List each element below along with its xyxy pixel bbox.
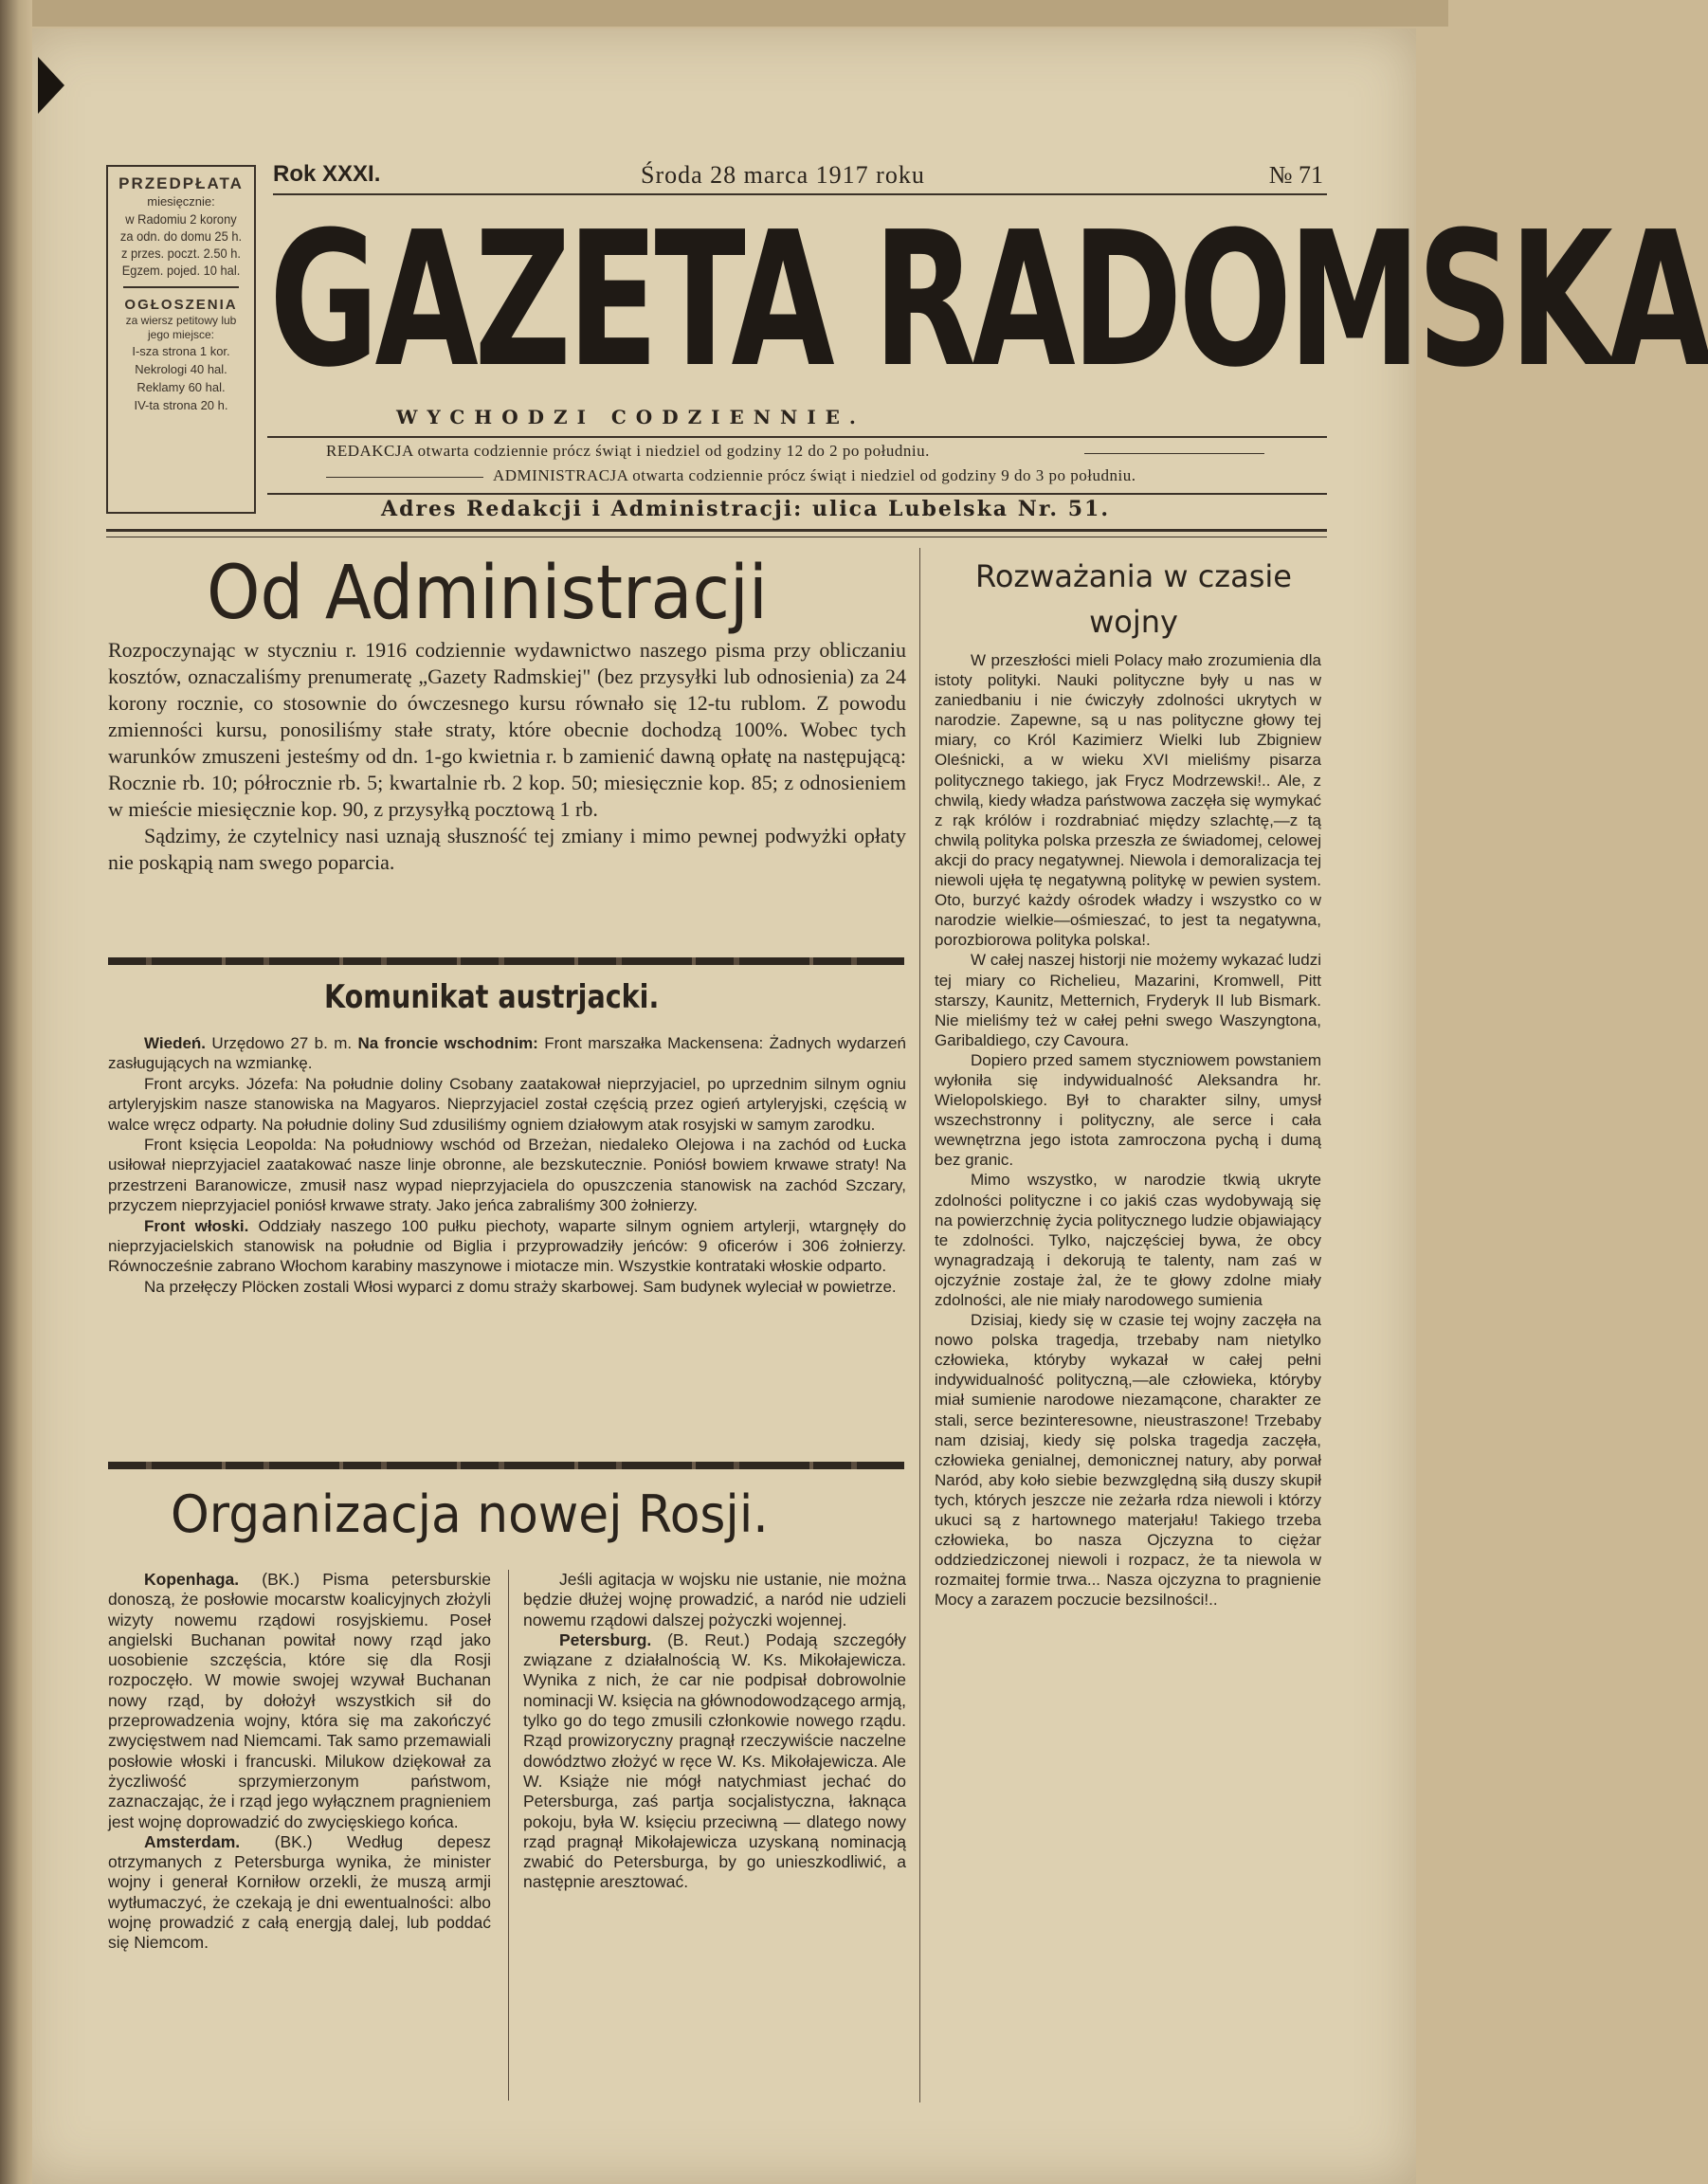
article-paragraph: Front księcia Leopolda: Na południowy wschód od Brzeżan, niedaleko Olejowa i na zachód od Łucka usiłował nieprzyjaciel zaatakować nasze linje obronne, ale bezskutecznie. Poniósł bowiem krwawe straty! Na przestrzeni Baranowicze, zmusił nasz wypad nieprzyjaciela do opuszczenia stanowisk na zachód Szczary, przyczem nieprzyjaciel poniósł krwawe straty. Jako jeńca zabraliśmy 300 żołnierzy. bbox=[108, 1136, 906, 1215]
price-line: z przes. poczt. 2.50 h. bbox=[120, 246, 242, 261]
article-text: Front marszałka Mackensena: Żadnych wydarzeń zasługujących na wzmiankę. bbox=[108, 1034, 906, 1073]
volume-number: Rok XXXI. bbox=[273, 161, 381, 187]
rosja-column-1 bbox=[108, 1570, 491, 1954]
dateline: Amsterdam. bbox=[144, 1831, 241, 1851]
column-divider bbox=[919, 548, 920, 2102]
article-paragraph: Na przełęczy Plöcken zostali Włosi wyparci z domu straży skarbowej. Sam budynek wyleciał w powietrze. bbox=[144, 1277, 897, 1296]
editorial-hours: REDAKCJA otwarta codziennie prócz świąt i niedziel od godziny 12 do 2 po południu. bbox=[326, 442, 930, 460]
dateline: Petersburg. bbox=[559, 1629, 652, 1649]
issue-info-line bbox=[273, 161, 1335, 195]
article-text: (B. Reut.) Podają szczegóły związane z działalnością W. Ks. Mikołajewicza. Wynika z nich, że car nie podpisał dobrowolnie nominacji W. księcia na głównodowodzącego armją, tylko go do tego zmusili członkowie nowego rządu. Rząd prowizoryczny pragnął rzeczywiście naczelne dowództwo złożyć w ręce W. Ks. Mikołajewicza. Ale W. Książe nie mógł natychmiast jechać do Petersburga, zaś partja socjalistyczna, łaknąca pokoju, była W. księciu przeciwną — dlatego nowy rząd pragnął Mikołajewicza uzyskaną nominacją zwabić do Petersburga, by go unieszkodliwić, a następnie aresztować. bbox=[523, 1629, 906, 1892]
ads-line: Reklamy 60 hal. bbox=[136, 380, 226, 394]
masthead-rule bbox=[267, 436, 1327, 438]
administration-hours: ADMINISTRACJA otwarta codziennie prócz świąt i niedziel od godziny 9 do 3 po południu. bbox=[493, 466, 1136, 484]
article-paragraph: W przeszłości mieli Polacy mało zrozumienia dla istoty polityki. Nauki polityczne były u nas w zaniedbaniu i nie ćwiczyły zdolności ukrytych w narodzie. Zapewne, są u nas polityczne głowy tej miary, co Król Kazimierz Wielki lub Zbigniew Oleśnicki, a w wieku XVI mieliśmy pisarza politycznego takiego, jak Frycz Modrzewski!.. Ale, z chwilą, kiedy władza państwowa zaczęła się wymykać z rąk królów i rozdrabniać między szlachtę,—z tą chwilą polityka polska przeszła ze świadomej, celowej akcji do pracy negatywnej. Niewola i demoralizacja tej niewoli ujęła tę negatywną politykę w pewien system. Oto, burzyć każdy ośrodek władzy i wszystko co w narodzie wielkie—ośmieszać, to jest ta negatywna, porozbiorowa polityka polska!. bbox=[935, 651, 1321, 950]
komunikat-article bbox=[108, 1033, 906, 1297]
ads-line: Nekrologi 40 hal. bbox=[135, 362, 227, 376]
article-text: Oddziały naszego 100 pułku piechoty, waparte silnym ogniem artylerji, wtargnęły do nieprzyjacielskich stanowisk na południe od Biglia i przyprowadziły jeńców: 9 oficerów i 306 żołnierzy. Równocześnie zabrano Włochom karabiny maszynowe i miotacze min. Wszystkie kontrataki włoskie odparto. bbox=[108, 1216, 906, 1276]
rozwazania-article bbox=[935, 650, 1321, 1611]
masthead-rule bbox=[1084, 453, 1264, 454]
page-marker-icon bbox=[38, 57, 64, 114]
rosja-column-2 bbox=[523, 1570, 906, 1893]
article-paragraph: Jeśli agitacja w wojsku nie ustanie, nie można będzie dłużej wojnę prowadzić, a naród nie udzieli nowemu rządowi dalszej pożyczki wojennej. bbox=[523, 1570, 906, 1629]
article-paragraph: Dopiero przed samem styczniowem powstaniem wyłoniła się indywidualność Aleksandra hr. Wielopolskiego. Był to charakter silny, umysł wszechstronny i polityczny, ale serce i cała wewnętrzna jego istota zamroczona pychą i dumą bez granic. bbox=[935, 1050, 1321, 1170]
article-text: (BK.) Pisma petersburskie donoszą, że posłowie mocarstw koalicyjnych złożyli wizyty nowemu rządowi rosyjskiemu. Poseł angielski Buchanan powitał nowy rząd jako uosobienie szczęścia, które się dla Rosji rozpoczęło. W mowie swojej wzywał Buchanan nowy rząd, by dołożył wszystkich sił do przeprowadzenia wojny, która się ma zakończyć zwycięstwem nad Niemcami. Tak samo przemawiali posłowie włoski i francuski. Milukow dziękował za życzliwość sprzymierzonym państwom, zaznaczając, że i rząd jego wyłącznem pragnieniem jest wojnę doprowadzić do zwycięskiego końca. bbox=[108, 1570, 491, 1831]
article-paragraph: W całej naszej historji nie możemy wykazać ludzi tej miary co Richelieu, Mazarini, Kromwell, Pitt starszy, Kaunitz, Metternich, Fryderyk II lub Bismark. Nie mieliśmy też w całej pełni swego Waszyngtona, Garibaldiego, czy Cavoura. bbox=[935, 951, 1321, 1049]
issue-number: № 71 bbox=[1268, 161, 1323, 189]
dateline: Kopenhaga. bbox=[144, 1570, 240, 1589]
article-paragraph: Dzisiaj, kiedy się w czasie tej wojny zaczęła na nowo polska tragedja, trzebaby nam nietylko człowieka, któryby wykazał w całej pełni indywidualność polityczną,—ale człowieka, któryby miał sumienie narodowe niezamącone, charakter ze stali, serce bezinteresowne, nieustraszone! Trzebaby nam dzisiaj, kiedy się polska tragedja zaczęła, człowieka genialnej, demonicznej natury, aby porwał Naród, aby koło siebie bezwzględną siłą duszy skupił tych, których jeszcze nie zeżarła rdza niewoli i którzy ukuci są z hartownego materjału! Takiego trzeba człowieka, bo nasza Ojczyzna to ciężar oddziedziczonej niewoli i rozpacz, że ta niewola w rozmaitej formie trwa... Nasza ojczyzna to pragnienie Mocy a zarazem poczucie bezsilności!.. bbox=[935, 1311, 1321, 1610]
ads-line: I-sza strona 1 kor. bbox=[132, 344, 230, 358]
newspaper-title: GAZETA RADOMSKA bbox=[269, 192, 1708, 409]
admin-notice bbox=[108, 637, 906, 876]
article-paragraph: Front arcyks. Józefa: Na południe doliny Csobany zaatakował nieprzyjaciel, po uprzednim silnym ogniu artyleryjskim nasze stanowiska na Magyaros. Nieprzyjaciel został częścią przez ogień artyleryjski, częścią w walce wręcz odparty. Na południe doliny Sud zdusiliśmy ogniem działowym atak rosyjski w samym zarodku. bbox=[108, 1074, 906, 1134]
subscription-price-box bbox=[106, 165, 256, 514]
dateline: Wiedeń. bbox=[144, 1034, 207, 1052]
rosja-heading: Organizacja nowej Rosji. bbox=[171, 1484, 769, 1544]
price-line: za odn. do domu 25 h. bbox=[119, 228, 243, 244]
price-line: Egzem. pojed. 10 hal. bbox=[121, 263, 241, 278]
binding-edge bbox=[0, 0, 32, 2184]
section-divider bbox=[108, 957, 904, 965]
scan-background-top bbox=[0, 0, 1448, 27]
ads-heading: OGŁOSZENIA bbox=[124, 297, 238, 313]
price-divider bbox=[123, 286, 239, 288]
article-paragraph: Mimo wszystko, w narodzie tkwią ukryte zdolności polityczne i co jakiś czas wydobywają się na powierzchnię życia politycznego ludzie objawiający te zdolności. Tylko, najczęściej bywa, że obcy wynagradzają i dekorują te talenty, nam zaś w ojczyźnie zostaje żal, że te głowy zdolne miały zdolności, ale nie miały narodowego sumienia bbox=[935, 1171, 1321, 1309]
section-divider bbox=[108, 1462, 904, 1469]
admin-heading: Od Administracji bbox=[207, 551, 768, 636]
office-address: Adres Redakcji i Administracji: ulica Lubelska Nr. 51. bbox=[381, 497, 1110, 521]
komunikat-heading: Komunikat austrjacki. bbox=[324, 978, 660, 1016]
admin-paragraph: Sądzimy, że czytelnicy nasi uznają słuszność tej zmiany i mimo pewnej podwyżki opłaty nie poskąpią nam swego poparcia. bbox=[108, 824, 906, 874]
ads-line: IV-ta strona 20 h. bbox=[134, 398, 228, 412]
price-heading: PRZEDPŁATA bbox=[118, 174, 244, 192]
masthead-rule bbox=[326, 477, 483, 478]
newspaper-subtitle: WYCHODZI CODZIENNIE. bbox=[396, 406, 865, 428]
ads-sub: za wiersz petitowy lub jego miejsce: bbox=[125, 314, 237, 341]
price-sub: miesięcznie: bbox=[147, 194, 215, 209]
masthead-rule bbox=[267, 493, 1327, 495]
issue-date: Środa 28 marca 1917 roku bbox=[641, 161, 925, 189]
article-text: (BK.) Według depesz otrzymanych z Petersburga wynika, że minister wojny i generał Korniłow orzekli, że muszą armji wytłumaczyć, że czekają je dni ewentualności: albo wojnę prowadzić z całą energją dalej, lub poddać się Niemcom. bbox=[108, 1831, 491, 1953]
subheading: Na froncie wschodnim: bbox=[357, 1034, 538, 1052]
article-text: Urzędowo 27 b. m. bbox=[206, 1034, 358, 1052]
rozwazania-heading: Rozważania w czasie wojny bbox=[975, 558, 1292, 640]
admin-paragraph: Rozpoczynając w styczniu r. 1916 codziennie wydawnictwo naszego pisma przy obliczaniu kosztów, oznaczaliśmy prenumeratę „Gazety Radmskiej" (bez przysyłki lub odnosienia) za 24 korony rocznie, co stosownie do ówczesnego kursu równało się 12-tu rublom. Z powodu zmienności kursu, ponosiliśmy stałe straty, które obecnie dochodzą 100%. Wobec tych warunków zmuszeni jesteśmy od dn. 1-go kwietnia r. b zamienić dawną opłatę na następującą: Rocznie rb. 10; półrocznie rb. 5; kwartalnie rb. 2 kop. 50; miesięcznie kop. 85; z odnosieniem w mieście miesięcznie kop. 90, z przysyłką pocztową 1 rb. bbox=[108, 638, 906, 821]
masthead-rule bbox=[106, 529, 1327, 532]
subheading: Front włoski. bbox=[144, 1216, 249, 1235]
column-divider bbox=[508, 1570, 509, 2101]
price-line: w Radomiu 2 korony bbox=[125, 211, 237, 227]
